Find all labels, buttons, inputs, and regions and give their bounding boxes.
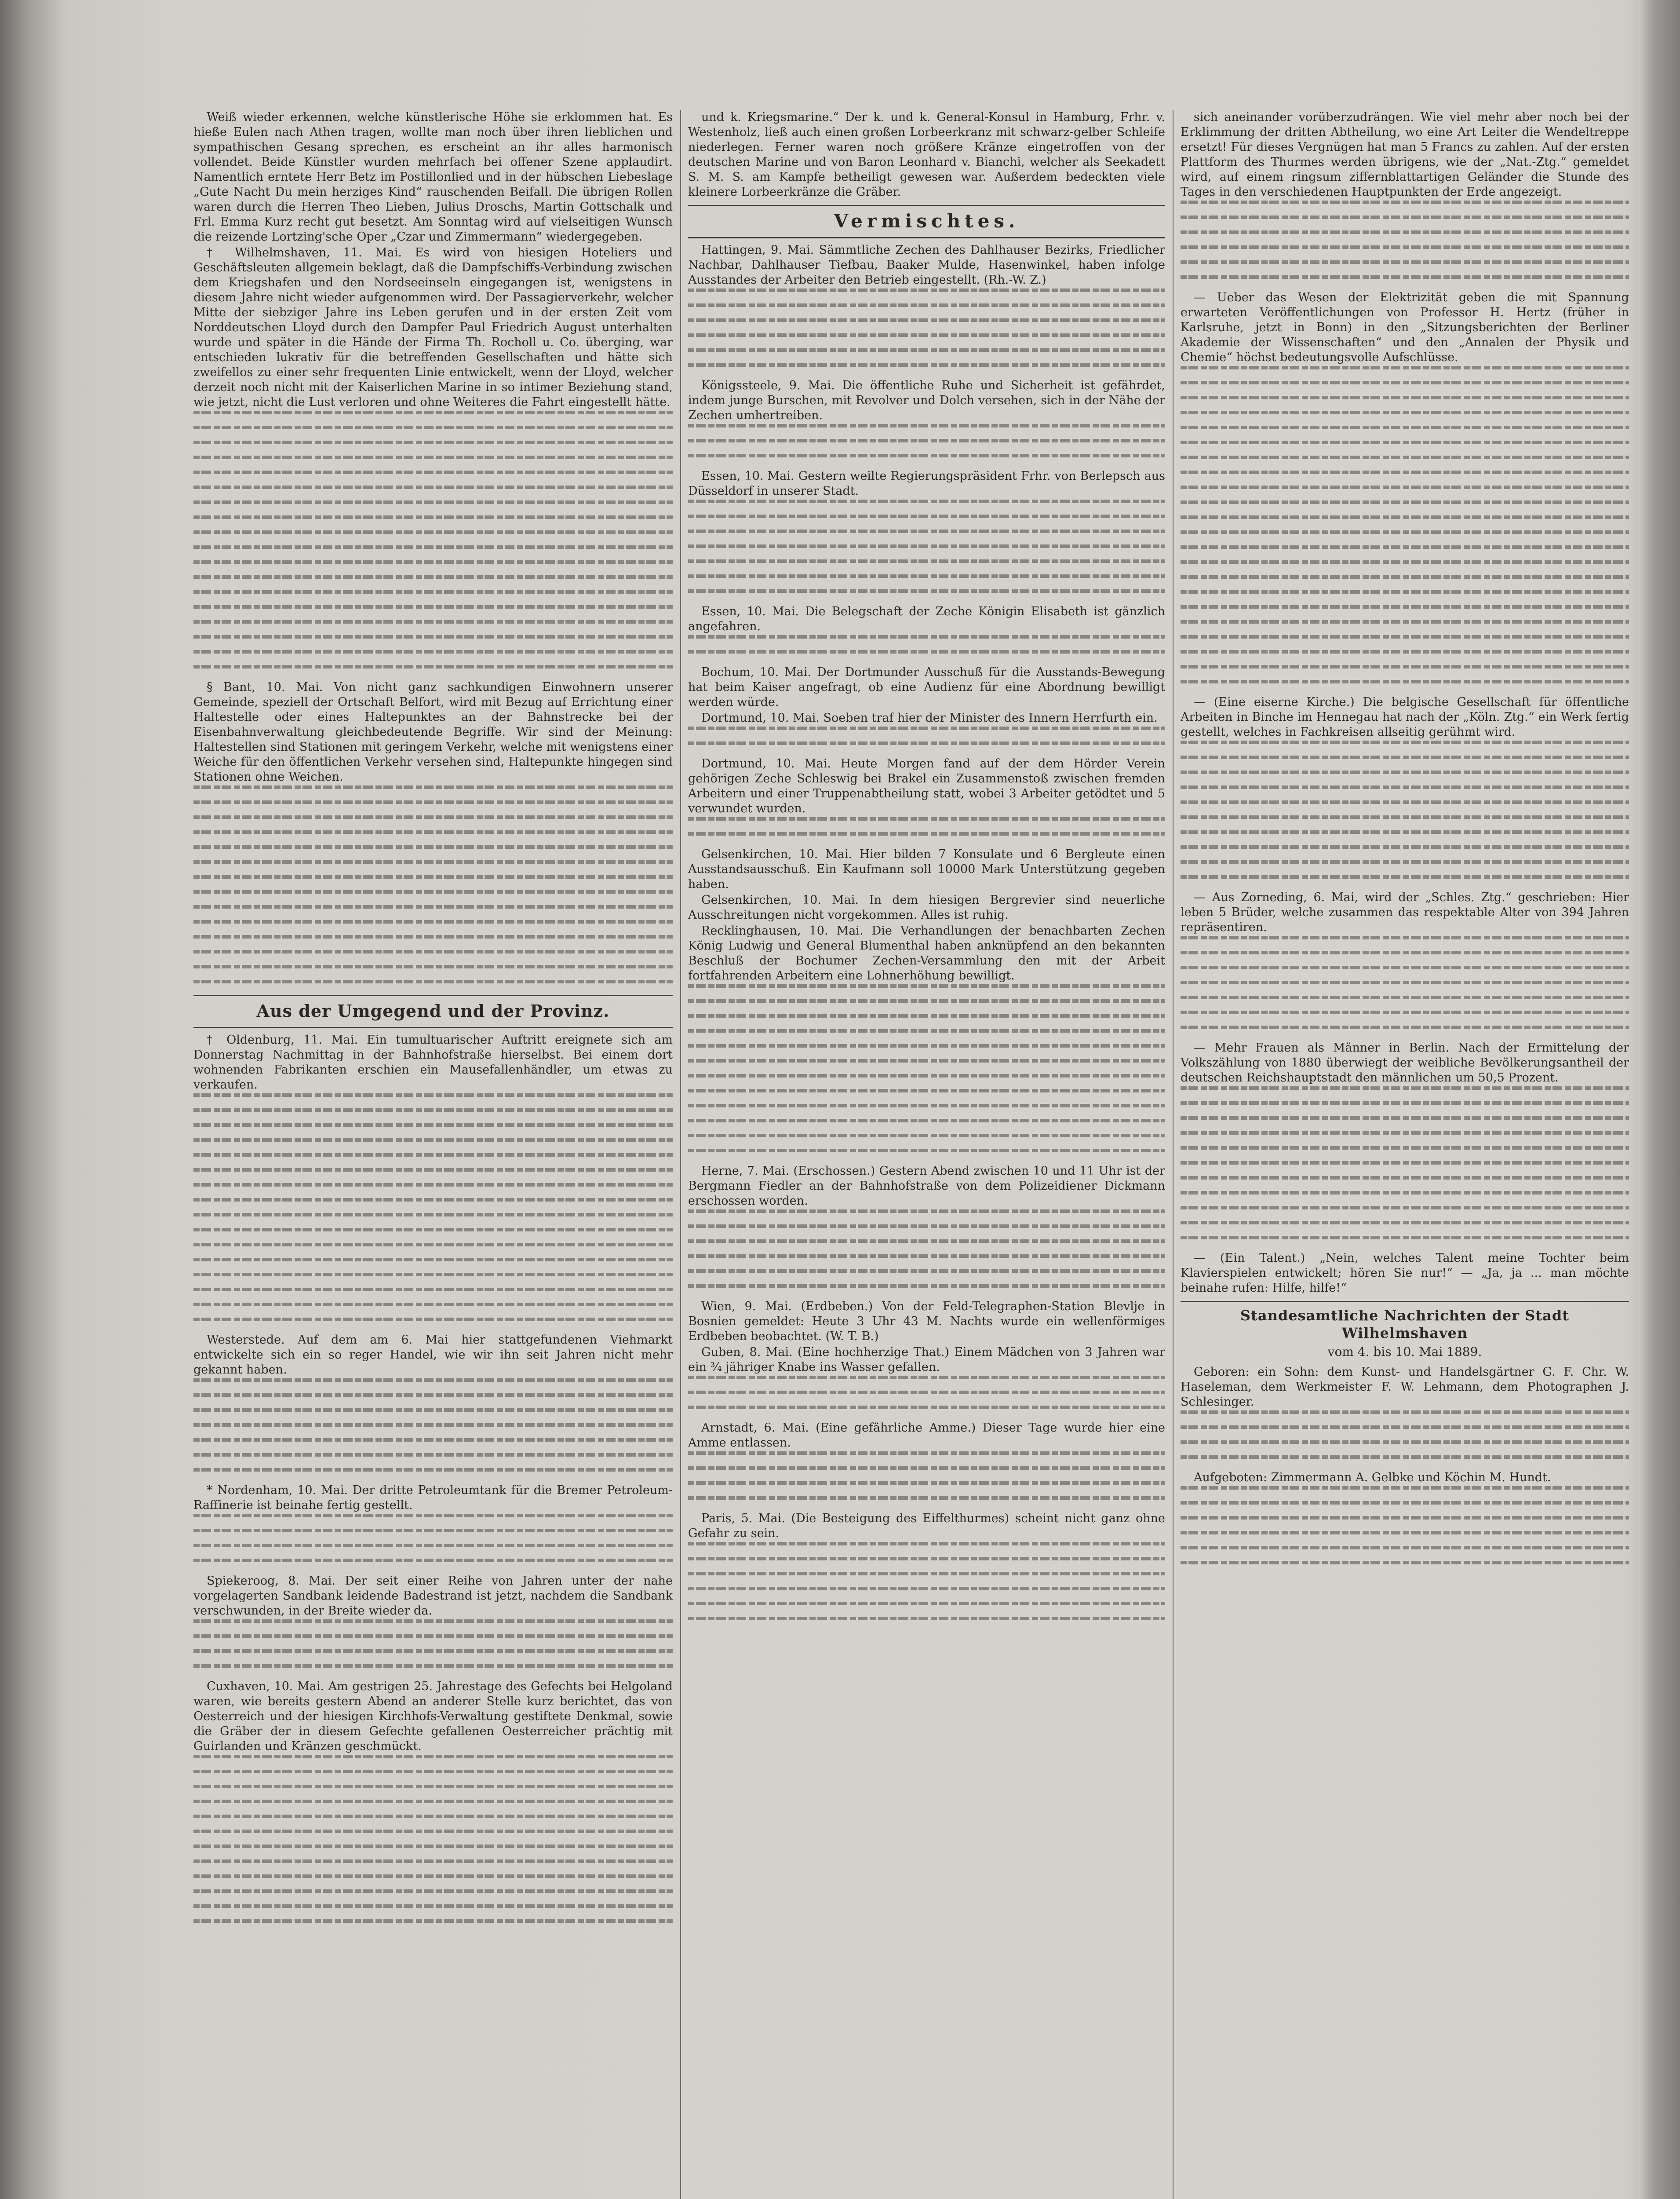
paragraph: Arnstadt, 6. Mai. (Eine gefährliche Amme.) Dieser Tage wurde hier eine Amme entlassen. <box>688 1421 1165 1450</box>
section-heading: Vermischtes. <box>834 210 1020 232</box>
paragraph: Hattingen, 9. Mai. Sämmtliche Zechen des Dahlhauser Bezirks, Friedlicher Nachbar, Dahlhauser Tiefbau, Baaker Mulde, Hasenwinkel, haben infolge Ausstandes der Arbeiter den Betrieb eingestellt. (Rh.-W. Z.) <box>688 243 1165 287</box>
column-1 <box>193 110 673 2199</box>
paragraph: † Wilhelmshaven, 11. Mai. Es wird von hiesigen Hoteliers und Geschäftsleuten allgemein beklagt, daß die Dampfschiffs-Verbindung zwischen dem Kriegshafen und den Nordseeinseln eingegangen ist, wenigstens in diesem Jahre nicht wieder aufgenommen wird. Der Passagierverkehr, welcher Mitte der siebziger Jahre ins Leben gerufen und in der ersten Zeit vom Norddeutschen Lloyd durch den Dampfer Paul Friedrich August unterhalten wurde und später in die Hände der Firma Th. Rocholl u. Co. überging, war entschieden lukrativ für die betreffenden Gesellschaften und hätte sich zweifellos zu einer sehr frequenten Linie entwickelt, wenn der Lloyd, welcher derzeit noch nicht mit der Kaiserlichen Marine in so intimer Beziehung stand, wie jetzt, nicht die Lust verloren und ohne Weiteres die Fahrt eingestellt hätte. <box>193 246 673 409</box>
paragraph: Cuxhaven, 10. Mai. Am gestrigen 25. Jahrestage des Gefechts bei Helgoland waren, wie bereits gestern Abend an anderer Stelle kurz berichtet, das von Oesterreich und der hiesigen Kirchhofs-Verwaltung gestiftete Denkmal, sowie die Gräber der in diesem Gefechte gefallenen Oesterreicher prächtig mit Guirlanden und Kränzen geschmückt. <box>193 1680 673 1753</box>
column-divider <box>680 110 681 2199</box>
section-rule <box>688 237 1165 238</box>
paragraph: Dortmund, 10. Mai. Soeben traf hier der Minister des Innern Herrfurth ein. <box>701 711 1158 725</box>
section-heading: Standesamtliche Nachrichten der Stadt Wilhelmshaven <box>1240 1307 1570 1341</box>
paragraph: Geboren: ein Sohn: dem Kunst- und Handelsgärtner G. F. Chr. W. Haseleman, dem Werkmeister F. W. Lehmann, dem Photographen J. Schlesinger. <box>1181 1365 1629 1409</box>
column-3 <box>1181 110 1629 2199</box>
paragraph: Königssteele, 9. Mai. Die öffentliche Ruhe und Sicherheit ist gefährdet, indem junge Burschen, mit Revolver und Dolch versehen, sich in der Nähe der Zechen umhertreiben. <box>688 379 1165 422</box>
section-rule <box>193 1027 673 1028</box>
paragraph: und k. Kriegsmarine.“ Der k. und k. General-Konsul in Hamburg, Frhr. v. Westenholz, ließ auch einen großen Lorbeerkranz mit schwarz-gelber Schleife niederlegen. Ferner waren noch größere Kränze eingetroffen von der deutschen Marine und von Baron Leonhard v. Bianchi, welcher als Seekadett S. M. S. am Kampfe betheiligt gewesen war. Außerdem bedeckten viele kleinere Lorbeerkränze die Gräber. <box>688 110 1165 199</box>
paragraph: Essen, 10. Mai. Die Belegschaft der Zeche Königin Elisabeth ist gänzlich angefahren. <box>688 605 1165 633</box>
paragraph: Spiekeroog, 8. Mai. Der seit einer Reihe von Jahren unter der nahe vorgelagerten Sandbank leidende Badestrand ist jetzt, nachdem die Sandbank verschwunden, in der Breite wieder da. <box>193 1574 673 1618</box>
paragraph: Guben, 8. Mai. (Eine hochherzige That.) Einem Mädchen von 3 Jahren war ein ¾ jähriger Knabe ins Wasser gefallen. <box>688 1345 1165 1374</box>
paragraph: Dortmund, 10. Mai. Heute Morgen fand auf der dem Hörder Verein gehörigen Zeche Schleswig bei Brakel ein Zusammenstoß zwischen fremden Arbeitern und einer Truppenabtheilung statt, wobei 3 Arbeiter getödtet und 5 verwundet wurden. <box>688 757 1165 815</box>
paragraph: Wien, 9. Mai. (Erdbeben.) Von der Feld-Telegraphen-Station Blevlje in Bosnien gemeldet: Heute 3 Uhr 43 M. Nachts wurde ein wellenförmiges Erdbeben beobachtet. (W. T. B.) <box>688 1300 1165 1343</box>
column-2 <box>688 110 1165 2199</box>
paragraph: Herne, 7. Mai. (Erschossen.) Gestern Abend zwischen 10 und 11 Uhr ist der Bergmann Fiedler an der Bahnhofstraße von dem Polizeidiener Dickmann erschossen worden. <box>688 1164 1165 1208</box>
section-rule <box>193 995 673 996</box>
paragraph: — (Ein Talent.) „Nein, welches Talent meine Tochter beim Klavierspielen entwickelt; hören Sie nur!“ — „Ja, ja ... man möchte beinahe rufen: Hilfe, hilfe!“ <box>1181 1251 1629 1295</box>
paragraph: — Aus Zorneding, 6. Mai, wird der „Schles. Ztg.“ geschrieben: Hier leben 5 Brüder, welche zusammen das respektable Alter von 394 Jahren repräsentiren. <box>1181 891 1629 934</box>
paragraph: Paris, 5. Mai. (Die Besteigung des Eiffelthurmes) scheint nicht ganz ohne Gefahr zu sein. <box>688 1512 1165 1540</box>
paragraph: Recklinghausen, 10. Mai. Die Verhandlungen der benachbarten Zechen König Ludwig und General Blumenthal haben anknüpfend an den bekannten Beschluß der Bochumer Zechen-Versammlung den mit der Arbeit fortfahrenden Arbeitern eine Lohnerhöhung bewilligt. <box>688 924 1165 983</box>
section-rule <box>688 205 1165 206</box>
paragraph: Aufgeboten: Zimmermann A. Gelbke und Köchin M. Hundt. <box>1194 1471 1551 1484</box>
paragraph: Gelsenkirchen, 10. Mai. In dem hiesigen Bergrevier sind neuerliche Ausschreitungen nicht vorgekommen. Alles ist ruhig. <box>688 893 1165 922</box>
paragraph: † Oldenburg, 11. Mai. Ein tumultuarischer Auftritt ereignete sich am Donnerstag Nachmittag in der Bahnhofstraße hierselbst. Bei einem dort wohnenden Fabrikanten erschien ein Mausefallenhändler, um etwas zu verkaufen. <box>193 1033 673 1092</box>
section-subtitle: vom 4. bis 10. Mai 1889. <box>1327 1344 1482 1359</box>
paragraph: — (Eine eiserne Kirche.) Die belgische Gesellschaft für öffentliche Arbeiten in Binche im Hennegau hat nach der „Köln. Ztg.“ ein Werk fertig gestellt, welches in Fachkreisen allseitig gerühmt wird. <box>1181 695 1629 739</box>
paragraph: sich aneinander vorüberzudrängen. Wie viel mehr aber noch bei der Erklimmung der dritten Abtheilung, wo eine Art Leiter die Wendeltreppe ersetzt! Für dieses Vergnügen hat man 5 Francs zu zahlen. Auf der ersten Plattform des Thurmes werden übrigens, wie der „Nat.-Ztg.“ gemeldet wird, auf einem ringsum ziffernblattartigen Geländer die Stunde des Tages in den verschiedenen Hauptpunkten der Erde angezeigt. <box>1181 110 1629 199</box>
paragraph: Bochum, 10. Mai. Der Dortmunder Ausschuß für die Ausstands-Bewegung hat beim Kaiser angefragt, ob eine Audienz für eine Abordnung bewilligt werden würde. <box>688 665 1165 709</box>
page-edge-shadow <box>1638 0 1680 2199</box>
paragraph: — Ueber das Wesen der Elektrizität geben die mit Spannung erwarteten Veröffentlichungen von Professor H. Hertz (früher in Karlsruhe, jetzt in Bonn) in den „Sitzungsberichten der Berliner Akademie der Wissenschaften“ und den „Annalen der Physik und Chemie“ höchst bedeutungsvolle Aufschlüsse. <box>1181 291 1629 364</box>
paragraph: * Nordenham, 10. Mai. Der dritte Petroleumtank für die Bremer Petroleum-Raffinerie ist beinahe fertig gestellt. <box>193 1483 673 1512</box>
paragraph: Weiß wieder erkennen, welche künstlerische Höhe sie erklommen hat. Es hieße Eulen nach Athen tragen, wollte man noch über ihren lieblichen und sympathischen Gesang sprechen, es erscheint an ihr alles harmonisch vollendet. Beide Künstler wurden mehrfach bei offener Szene applaudirt. Namentlich erntete Herr Betz im Postillonlied und in der hübschen Liebeslage „Gute Nacht Du mein herziges Kind“ rauschenden Beifall. Die übrigen Rollen waren durch die Herren Theo Lieben, Julius Droschs, Martin Gottschalk und Frl. Emma Kurz recht gut besetzt. Am Sonntag wird auf vielseitigen Wunsch die reizende Lortzing'sche Oper „Czar und Zimmermann“ wiedergegeben. <box>193 110 673 244</box>
paragraph: § Bant, 10. Mai. Von nicht ganz sachkundigen Einwohnern unserer Gemeinde, speziell der Ortschaft Belfort, wird mit Bezug auf Errichtung einer Haltestelle oder eines Haltepunktes an der Bahnstrecke bei der Eisenbahnverwaltung gleichbedeutende Begriffe. Wir sind der Meinung: Haltestellen sind Stationen mit geringem Verkehr, welche mit wenigstens einer Weiche für den öffentlichen Verkehr versehen sind, Haltepunkte hingegen sind Stationen ohne Weichen. <box>193 680 673 784</box>
section-heading: Aus der Umgegend und der Provinz. <box>256 1001 610 1021</box>
paragraph: Gelsenkirchen, 10. Mai. Hier bilden 7 Konsulate und 6 Bergleute einen Ausstandsausschuß. Ein Kaufmann soll 10000 Mark Unterstützung gegeben haben. <box>688 847 1165 891</box>
paragraph: — Mehr Frauen als Männer in Berlin. Nach der Ermittelung der Volkszählung von 1880 überwiegt der weibliche Bevölkerungsantheil der deutschen Reichshauptstadt den männlichen um 50,5 Prozent. <box>1181 1041 1629 1085</box>
paragraph: Westerstede. Auf dem am 6. Mai hier stattgefundenen Viehmarkt entwickelte sich ein so reger Handel, wie wir ihn seit Jahren nicht mehr gekannt haben. <box>193 1333 673 1377</box>
section-rule <box>1181 1301 1629 1302</box>
paragraph: Essen, 10. Mai. Gestern weilte Regierungspräsident Frhr. von Berlepsch aus Düsseldorf in unserer Stadt. <box>688 469 1165 498</box>
